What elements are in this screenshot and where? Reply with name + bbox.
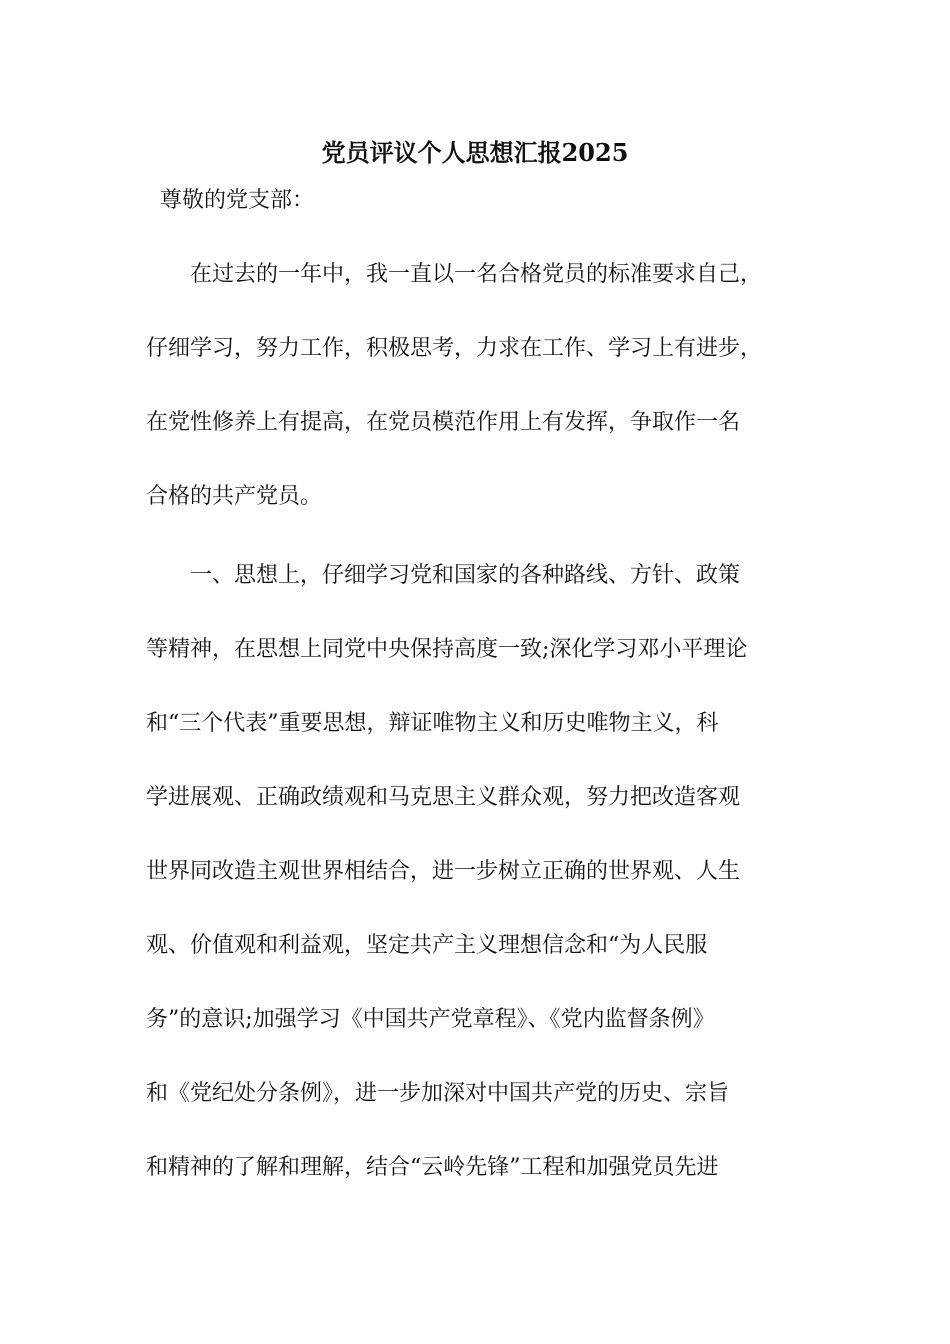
body-line: 等精神，在思想上同党中央保持高度一致;深化学习邓小平理论 [146, 637, 748, 662]
body-line: 世界同改造主观世界相结合，进一步树立正确的世界观、人生 [146, 859, 741, 884]
body-line: 在过去的一年中，我一直以一名合格党员的标准要求自己， [146, 262, 763, 287]
body-line: 仔细学习，努力工作，积极思考，力求在工作、学习上有进步， [146, 336, 763, 361]
salutation: 尊敬的党支部： [160, 188, 315, 213]
body-line: 务”的意识;加强学习《中国共产党章程》、《党内监督条例》 [146, 1007, 715, 1032]
body-line: 和《党纪处分条例》，进一步加深对中国共产党的历史、宗旨 [146, 1081, 730, 1106]
body-line: 学进展观、正确政绩观和马克思主义群众观，努力把改造客观 [146, 785, 741, 810]
body-line: 和精神的了解和理解，结合“云岭先锋”工程和加强党员先进 [146, 1155, 719, 1180]
body-line: 观、价值观和利益观，坚定共产主义理想信念和“为人民服 [146, 933, 708, 958]
body-line: 合格的共产党员。 [146, 484, 323, 509]
document-title: 党员评议个人思想汇报2025 [321, 138, 629, 167]
body-line: 在党性修养上有提高，在党员模范作用上有发挥，争取作一名 [146, 410, 741, 435]
body-line: 一、思想上，仔细学习党和国家的各种路线、方针、政策 [146, 563, 741, 588]
body-line: 和“三个代表”重要思想，辩证唯物主义和历史唯物主义，科 [146, 711, 719, 736]
